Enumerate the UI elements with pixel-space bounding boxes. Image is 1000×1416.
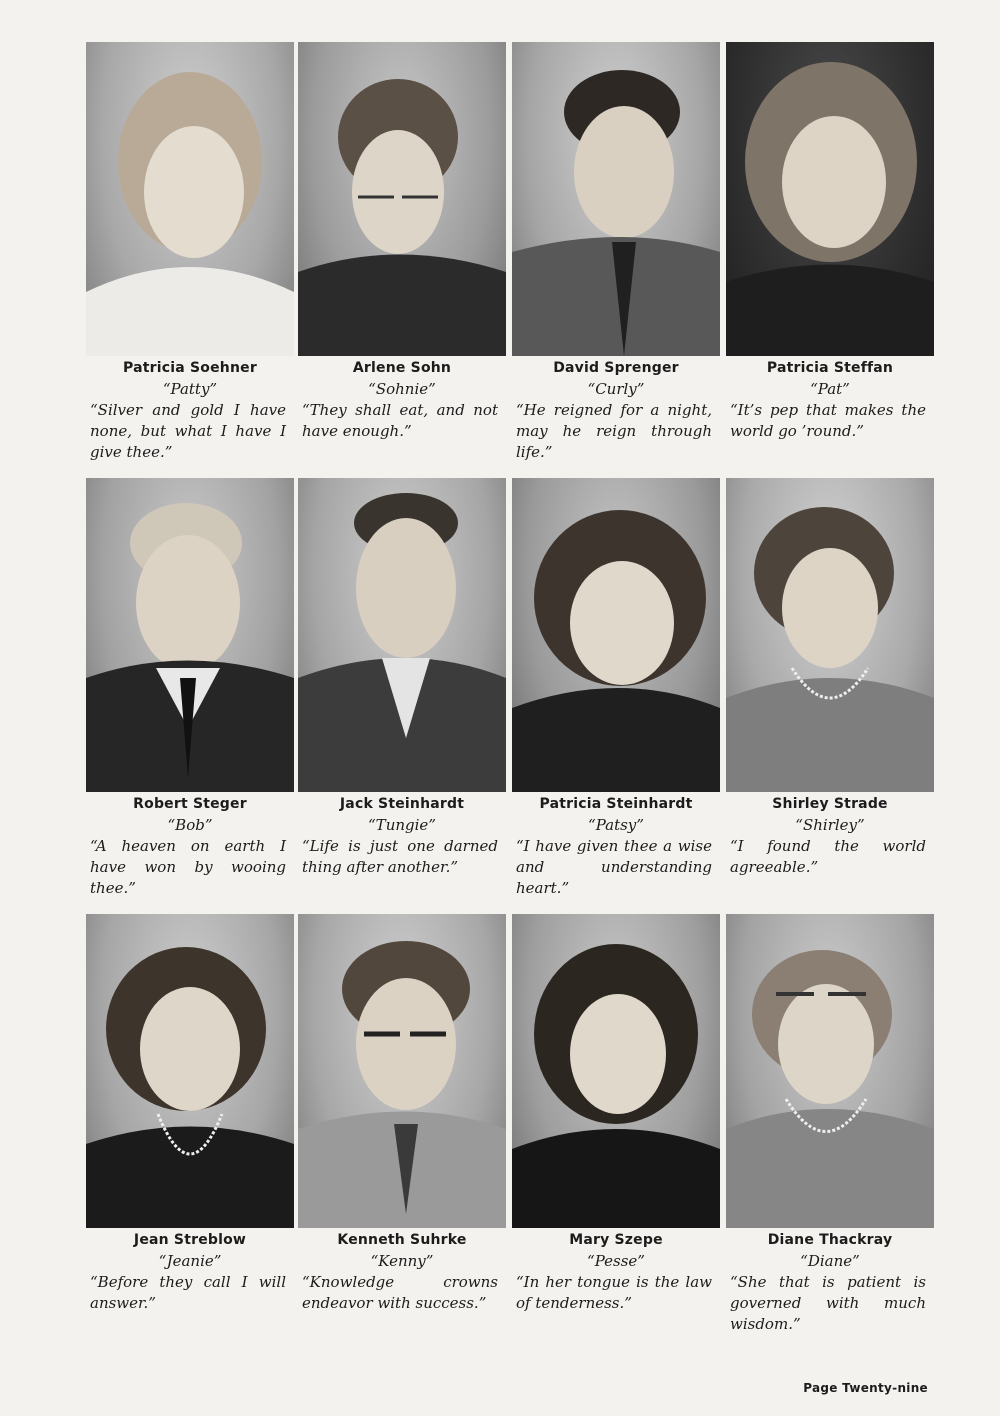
student-name: Jack Steinhardt (339, 796, 465, 812)
portrait-photo (298, 42, 506, 356)
portrait-photo (512, 478, 720, 792)
student-quote: “Life is just one darned thing after another.” (302, 837, 498, 876)
student-nickname: “Pesse” (587, 1252, 645, 1270)
student-nickname: “Diane” (800, 1252, 860, 1270)
portrait-photo (726, 478, 934, 792)
student-quote: “Before they call I will answer.” (90, 1273, 286, 1312)
student-quote: “He reigned for a night, may he reign through life.” (516, 401, 712, 461)
student-nickname: “Shirley” (795, 816, 865, 834)
student-name: Patricia Steffan (766, 360, 894, 376)
student-nickname: “Bob” (167, 816, 213, 834)
student-nickname: “Tungie” (368, 816, 436, 834)
portrait-photo (726, 914, 934, 1228)
portrait-photo (86, 914, 294, 1228)
student-quote: “Knowledge crowns endeavor with success.” (302, 1273, 498, 1312)
student-name: Kenneth Suhrke (337, 1232, 467, 1248)
portrait-photo (86, 42, 294, 356)
student-quote: “It’s pep that makes the world go ’round.” (730, 401, 926, 440)
student-name: David Sprenger (553, 360, 679, 376)
student-nickname: “Pat” (810, 380, 850, 398)
student-name: Jean Streblow (133, 1232, 247, 1248)
portrait-photo (86, 478, 294, 792)
student-nickname: “Sohnie” (368, 380, 436, 398)
student-quote: “Silver and gold I have none, but what I have I give thee.” (90, 401, 286, 461)
page-number: Page Twenty-nine (803, 1381, 928, 1395)
student-name: Patricia Soehner (123, 360, 257, 376)
student-quote: “A heaven on earth I have won by wooing thee.” (90, 837, 286, 897)
student-name: Mary Szepe (569, 1232, 663, 1248)
portrait-photo (298, 914, 506, 1228)
student-name: Arlene Sohn (352, 360, 452, 376)
student-nickname: “Patty” (162, 380, 218, 398)
student-quote: “In her tongue is the law of tenderness.” (516, 1273, 712, 1312)
portrait-photo (298, 478, 506, 792)
student-name: Shirley Strade (772, 796, 888, 812)
student-name: Robert Steger (133, 796, 247, 812)
student-quote: “I have given thee a wise and understanding heart.” (516, 837, 712, 897)
student-name: Diane Thackray (767, 1232, 893, 1248)
portrait-photo (726, 42, 934, 356)
student-nickname: “Kenny” (370, 1252, 434, 1270)
student-name: Patricia Steinhardt (539, 796, 693, 812)
student-nickname: “Jeanie” (158, 1252, 222, 1270)
student-quote: “They shall eat, and not have enough.” (302, 401, 498, 440)
student-nickname: “Curly” (587, 380, 645, 398)
student-nickname: “Patsy” (588, 816, 644, 834)
student-quote: “She that is patient is governed with much wisdom.” (730, 1273, 926, 1333)
student-quote: “I found the world agreeable.” (730, 837, 926, 876)
portrait-photo (512, 914, 720, 1228)
portrait-photo (512, 42, 720, 356)
